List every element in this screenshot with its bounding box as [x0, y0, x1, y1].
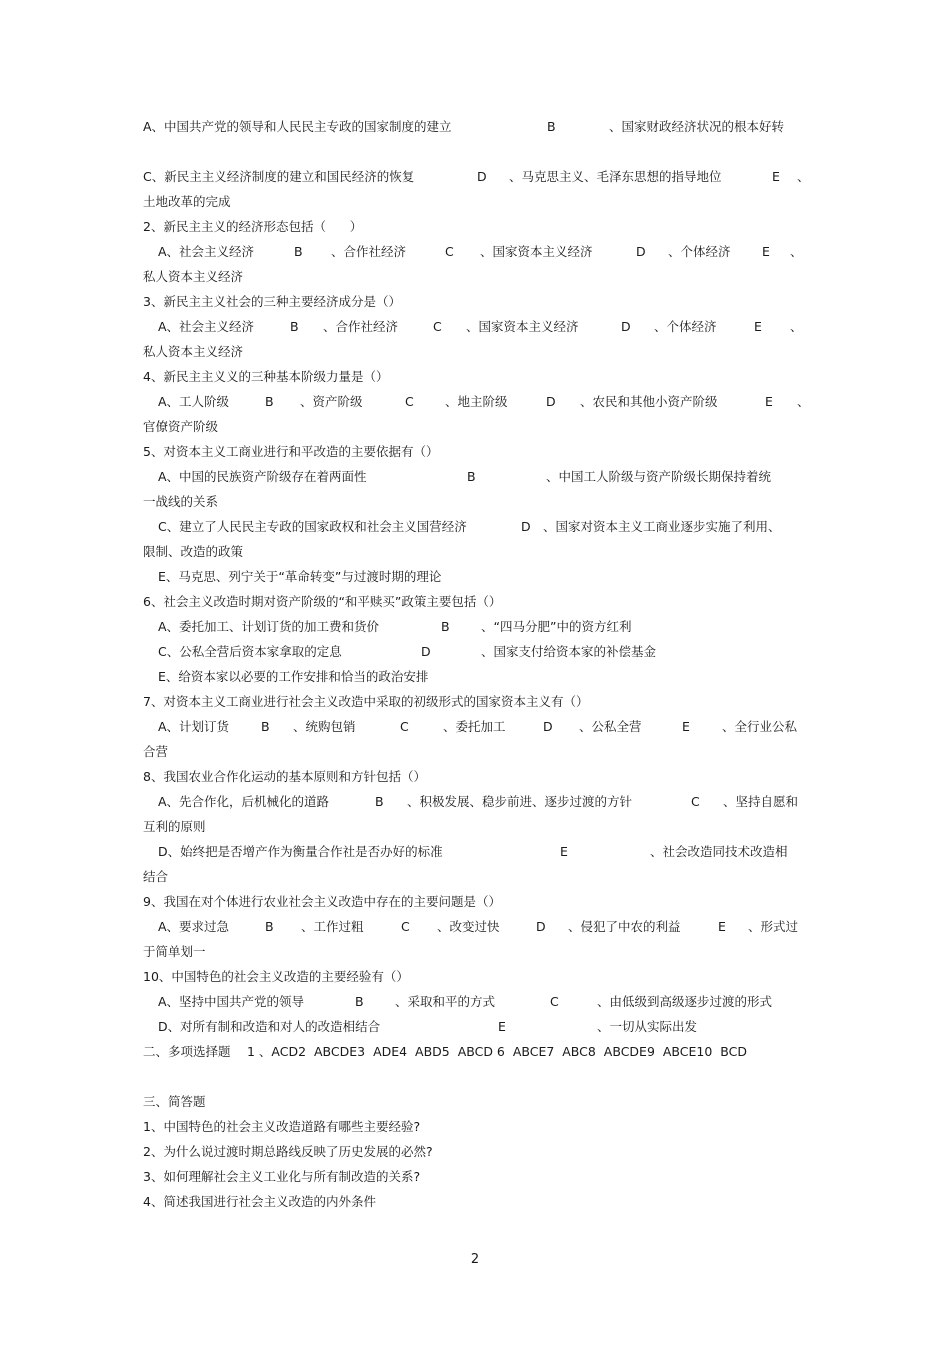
- text-segment: 、马克思主义、毛泽东思想的指导地位: [509, 169, 722, 184]
- text-segment: 6、社会主义改造时期对资产阶级的“和平赎买”政策主要包括（）: [143, 594, 502, 609]
- text-segment: 、国家对资本主义工商业逐步实施了利用、: [543, 519, 781, 534]
- text-segment: D: [536, 919, 546, 934]
- text-segment: 3、如何理解社会主义工业化与所有制改造的关系?: [143, 1169, 421, 1184]
- text-segment: 1 、ACD2 ABCDE3 ADE4 ABD5 ABCD 6 ABCE7 ABC8 ABCDE9 ABCE10 BCD: [247, 1044, 747, 1059]
- text-segment: B: [375, 794, 384, 809]
- text-segment: 、国家支付给资本家的补偿基金: [481, 644, 657, 659]
- text-line: [0, 692, 950, 712]
- text-line: [0, 517, 950, 537]
- text-line: [0, 217, 950, 237]
- text-segment: E: [762, 244, 770, 259]
- text-segment: D: [543, 719, 553, 734]
- text-line: [0, 267, 950, 287]
- text-line: [0, 1017, 950, 1037]
- text-line: [0, 117, 950, 137]
- text-segment: 、一切从实际出发: [597, 1019, 698, 1034]
- text-line: [0, 642, 950, 662]
- text-segment: B: [467, 469, 476, 484]
- text-line: [0, 917, 950, 937]
- text-line: [0, 1192, 950, 1212]
- text-segment: D: [546, 394, 556, 409]
- text-segment: E: [754, 319, 762, 334]
- text-line: [0, 242, 950, 262]
- text-segment: 2、新民主主义的经济形态包括（ ）: [143, 219, 363, 234]
- text-segment: C、新民主主义经济制度的建立和国民经济的恢复: [143, 169, 415, 184]
- text-segment: 结合: [143, 869, 169, 884]
- text-segment: 、委托加工: [443, 719, 506, 734]
- text-line: [0, 1092, 950, 1112]
- text-line: [0, 792, 950, 812]
- text-line: [0, 342, 950, 362]
- text-segment: 互利的原则: [143, 819, 206, 834]
- text-line: [0, 892, 950, 912]
- text-segment: E: [498, 1019, 506, 1034]
- text-segment: E: [682, 719, 690, 734]
- text-segment: 、形式过: [748, 919, 799, 934]
- text-segment: B: [441, 619, 450, 634]
- text-segment: B: [265, 919, 274, 934]
- text-segment: 私人资本主义经济: [143, 344, 244, 359]
- text-segment: 一战线的关系: [143, 494, 219, 509]
- text-segment: D、对所有制和改造和对人的改造相结合: [158, 1019, 381, 1034]
- text-segment: E、马克思、列宁关于“革命转变”与过渡时期的理论: [158, 569, 442, 584]
- text-line: [0, 567, 950, 587]
- text-segment: B: [290, 319, 299, 334]
- text-segment: E: [772, 169, 780, 184]
- text-segment: 、个体经济: [654, 319, 717, 334]
- text-line: [0, 1167, 950, 1187]
- text-line: [0, 417, 950, 437]
- text-line: [0, 967, 950, 987]
- text-line: [0, 467, 950, 487]
- text-segment: 、全行业公私: [722, 719, 798, 734]
- text-segment: A、社会主义经济: [158, 244, 255, 259]
- text-segment: E: [765, 394, 773, 409]
- text-segment: D: [621, 319, 631, 334]
- text-line: [0, 167, 950, 187]
- text-segment: 、: [797, 394, 810, 409]
- text-segment: 、合作社经济: [331, 244, 407, 259]
- text-segment: 、统购包销: [293, 719, 356, 734]
- text-line: [0, 1142, 950, 1162]
- text-segment: 限制、改造的政策: [143, 544, 244, 559]
- text-line: [0, 192, 950, 212]
- text-line: [0, 842, 950, 862]
- text-segment: C: [550, 994, 559, 1009]
- text-line: [0, 942, 950, 962]
- text-segment: 私人资本主义经济: [143, 269, 244, 284]
- text-line: [0, 867, 950, 887]
- text-segment: 、由低级到高级逐步过渡的形式: [597, 994, 773, 1009]
- text-segment: A、中国共产党的领导和人民民主专政的国家制度的建立: [143, 119, 452, 134]
- text-line: [0, 717, 950, 737]
- text-line: [0, 592, 950, 612]
- text-segment: 、改变过快: [437, 919, 500, 934]
- text-segment: C: [691, 794, 700, 809]
- text-segment: D: [477, 169, 487, 184]
- text-segment: 、国家财政经济状况的根本好转: [609, 119, 785, 134]
- text-segment: 、“四马分肥”中的资方红利: [481, 619, 632, 634]
- text-segment: A、委托加工、计划订货的加工费和货价: [158, 619, 380, 634]
- text-line: [0, 542, 950, 562]
- text-segment: 二、多项选择题: [143, 1044, 231, 1059]
- text-segment: 8、我国农业合作化运动的基本原则和方针包括（）: [143, 769, 426, 784]
- text-segment: 、侵犯了中农的利益: [568, 919, 681, 934]
- text-segment: C、建立了人民民主专政的国家政权和社会主义国营经济: [158, 519, 467, 534]
- text-segment: A、先合作化，后机械化的道路: [158, 794, 330, 809]
- page-number: 2: [470, 1252, 480, 1267]
- text-segment: 2、为什么说过渡时期总路线反映了历史发展的必然?: [143, 1144, 433, 1159]
- text-segment: C、公私全营后资本家拿取的定息: [158, 644, 342, 659]
- text-segment: E: [718, 919, 726, 934]
- text-segment: D、始终把是否增产作为衡量合作社是否办好的标准: [158, 844, 443, 859]
- text-line: [0, 492, 950, 512]
- text-segment: 4、新民主主义义的三种基本阶级力量是（）: [143, 369, 389, 384]
- text-segment: 1、中国特色的社会主义改造道路有哪些主要经验?: [143, 1119, 421, 1134]
- text-line: [0, 767, 950, 787]
- text-segment: B: [547, 119, 556, 134]
- text-segment: 4、简述我国进行社会主义改造的内外条件: [143, 1194, 376, 1209]
- text-segment: C: [400, 719, 409, 734]
- text-segment: E: [560, 844, 568, 859]
- text-segment: 7、对资本主义工商业进行社会主义改造中采取的初级形式的国家资本主义有（）: [143, 694, 589, 709]
- text-line: [0, 392, 950, 412]
- text-line: [0, 992, 950, 1012]
- text-segment: 、地主阶级: [445, 394, 508, 409]
- text-segment: 10、中国特色的社会主义改造的主要经验有（）: [143, 969, 409, 984]
- text-segment: A、坚持中国共产党的领导: [158, 994, 305, 1009]
- text-segment: B: [265, 394, 274, 409]
- text-line: [0, 667, 950, 687]
- text-segment: 、中国工人阶级与资产阶级长期保持着统: [546, 469, 772, 484]
- text-segment: A、要求过急: [158, 919, 230, 934]
- text-segment: D: [636, 244, 646, 259]
- text-segment: A、中国的民族资产阶级存在着两面性: [158, 469, 367, 484]
- text-segment: C: [445, 244, 454, 259]
- text-segment: 于简单划一: [143, 944, 206, 959]
- text-segment: 、资产阶级: [300, 394, 363, 409]
- text-segment: 9、我国在对个体进行农业社会主义改造中存在的主要问题是（）: [143, 894, 501, 909]
- text-line: [0, 367, 950, 387]
- text-segment: 、农民和其他小资产阶级: [580, 394, 718, 409]
- text-segment: B: [294, 244, 303, 259]
- text-line: [0, 442, 950, 462]
- text-line: [0, 1042, 950, 1062]
- text-line: [0, 292, 950, 312]
- text-segment: 、国家资本主义经济: [466, 319, 579, 334]
- text-segment: 、坚持自愿和: [723, 794, 799, 809]
- text-segment: 三、简答题: [143, 1094, 206, 1109]
- text-segment: C: [433, 319, 442, 334]
- text-segment: 、采取和平的方式: [395, 994, 496, 1009]
- text-segment: 土地改革的完成: [143, 194, 231, 209]
- text-segment: 、: [790, 319, 803, 334]
- text-segment: 、积极发展、稳步前进、逐步过渡的方针: [407, 794, 633, 809]
- text-segment: 官僚资产阶级: [143, 419, 219, 434]
- text-segment: 、个体经济: [668, 244, 731, 259]
- text-segment: D: [521, 519, 531, 534]
- text-segment: A、工人阶级: [158, 394, 230, 409]
- text-segment: A、社会主义经济: [158, 319, 255, 334]
- text-segment: E、给资本家以必要的工作安排和恰当的政治安排: [158, 669, 429, 684]
- text-segment: 、社会改造同技术改造相: [650, 844, 788, 859]
- text-segment: 3、新民主主义社会的三种主要经济成分是（）: [143, 294, 401, 309]
- text-segment: 、合作社经济: [323, 319, 399, 334]
- text-segment: D: [421, 644, 431, 659]
- text-line: [0, 1117, 950, 1137]
- text-segment: 、: [797, 169, 810, 184]
- text-segment: B: [355, 994, 364, 1009]
- text-segment: B: [261, 719, 270, 734]
- text-line: [0, 742, 950, 762]
- text-segment: C: [401, 919, 410, 934]
- text-segment: 、: [790, 244, 803, 259]
- text-segment: A、计划订货: [158, 719, 230, 734]
- text-segment: 、公私全营: [579, 719, 642, 734]
- text-line: [0, 617, 950, 637]
- text-segment: 5、对资本主义工商业进行和平改造的主要依据有（）: [143, 444, 439, 459]
- text-segment: 、国家资本主义经济: [480, 244, 593, 259]
- text-segment: C: [405, 394, 414, 409]
- text-line: [0, 317, 950, 337]
- text-segment: 合营: [143, 744, 169, 759]
- text-line: [0, 817, 950, 837]
- text-segment: 、工作过粗: [301, 919, 364, 934]
